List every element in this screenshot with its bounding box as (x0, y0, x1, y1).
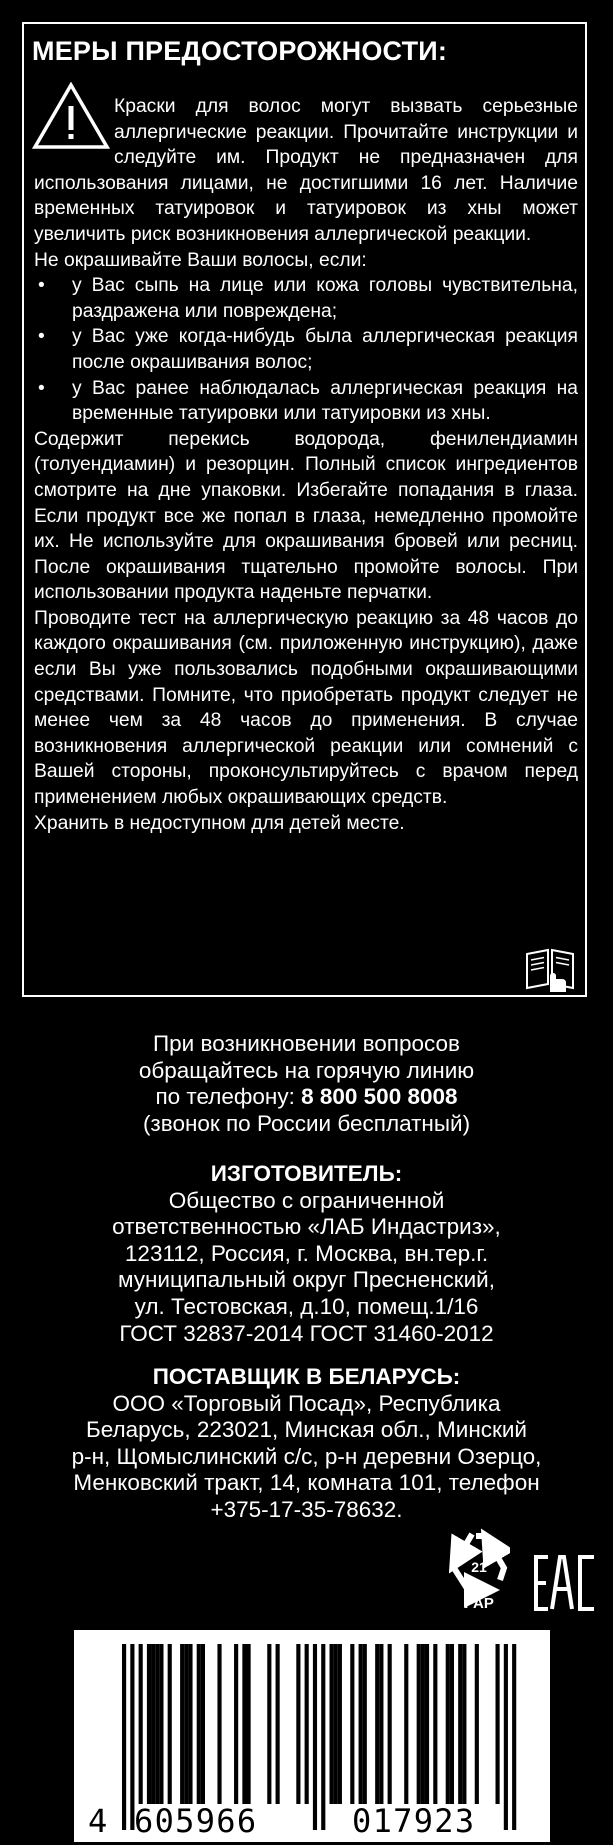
barcode-bar (425, 1644, 429, 1804)
barcode-digit-group: 017923 (352, 1802, 476, 1840)
barcode-bar (267, 1644, 271, 1804)
recycle-icon (448, 1528, 510, 1610)
barcode-bar (184, 1644, 188, 1804)
barcode-bar (234, 1644, 238, 1804)
warning-box (22, 22, 587, 997)
barcode-bar (363, 1644, 367, 1804)
barcode-bar (462, 1644, 466, 1804)
barcode (74, 1630, 550, 1842)
recycle-label: PAP (464, 1595, 494, 1610)
hotline-line: обращайтесь на горячую линию (138, 1057, 475, 1083)
barcode-bar (404, 1644, 408, 1804)
barcode-bar (334, 1644, 338, 1804)
barcode-bar (433, 1644, 437, 1804)
barcode-bar (188, 1644, 192, 1804)
barcode-bar (305, 1644, 309, 1804)
barcode-bar (450, 1644, 454, 1804)
read-instructions-book-icon (524, 946, 576, 994)
barcode-bar (155, 1644, 159, 1804)
barcode-digit-group: 605966 (134, 1802, 258, 1840)
barcode-bar (388, 1644, 392, 1804)
barcode-bar (417, 1644, 421, 1804)
barcode-digits (74, 1802, 550, 1840)
warning-title: МЕРЫ ПРЕДОСТОРОЖНОСТИ: (32, 36, 448, 66)
barcode-bar (379, 1644, 383, 1804)
manufacturer-line: муниципальный округ Пресненский, (117, 1267, 495, 1293)
storage-text: Хранить в недоступном для детей месте. (34, 812, 405, 834)
barcode-bar (296, 1644, 300, 1804)
barcode-bar (496, 1644, 500, 1804)
barcode-bar (276, 1644, 280, 1804)
hotline-phone-line (0, 1084, 613, 1111)
supplier-line: Менковский тракт, 14, комната 101, телефон (73, 1470, 540, 1496)
barcode-bar (242, 1644, 246, 1804)
barcode-bar (375, 1644, 379, 1804)
barcode-bar (197, 1644, 201, 1804)
list-item-text: у Вас ранее наблюдалась аллергическая реакция на временные татуировки или татуировки из хны. (72, 377, 578, 425)
barcode-bar (338, 1644, 342, 1804)
barcode-bar (180, 1644, 184, 1804)
barcode-bar (151, 1644, 155, 1804)
barcode-bar (350, 1644, 354, 1804)
supplier-line: +375-17-35-78632. (210, 1496, 403, 1522)
recycle-code: 21 (471, 1559, 487, 1575)
barcode-bar (139, 1644, 143, 1804)
bullet-dot: • (38, 275, 45, 297)
barcode-bar (421, 1644, 425, 1804)
warning-text (34, 94, 578, 836)
hotline-block (0, 1031, 613, 1137)
bullet-dot: • (38, 377, 45, 399)
manufacturer-line: 123112, Россия, г. Москва, вн.тер.г. (124, 1240, 489, 1266)
hotline-phone-prefix: по телефону: (155, 1084, 302, 1110)
barcode-bar (330, 1644, 334, 1804)
hotline-phone-number: 8 800 500 8008 (301, 1084, 458, 1110)
barcode-bar (458, 1644, 462, 1804)
manufacturer-line: ул. Тестовская, д.10, помещ.1/16 (134, 1293, 479, 1319)
list-item-text: у Вас сыпь на лице или кожа головы чувствительна, раздражена или повреждена; (72, 275, 578, 322)
bullet-dot: • (38, 326, 45, 348)
supplier-line: р-н, Щомыслинский с/с, р-н деревни Озерцо, (71, 1443, 542, 1469)
supplier-line: Беларусь, 223021, Минская обл., Минский (85, 1417, 527, 1443)
barcode-digit-group: 4 (88, 1802, 109, 1840)
barcode-bar (159, 1644, 163, 1804)
list-item (34, 324, 578, 375)
barcode-bar (247, 1644, 251, 1804)
manufacturer-block (0, 1161, 613, 1347)
manufacturer-line: ответственностью «ЛАБ Индастриз», (112, 1214, 501, 1240)
barcode-bar (147, 1644, 151, 1804)
eac-mark-icon (534, 1555, 596, 1611)
supplier-line: ООО «Торговый Посад», Республика (112, 1390, 501, 1416)
barcode-bar (359, 1644, 363, 1804)
barcode-bar (217, 1644, 221, 1804)
allergy-test-text: Проводите тест на аллергическую реакцию за 48 часов до каждого окрашивания (см. приложенную инструкцию), даже если Вы уже пользовались подобными окрашивающими средствами. Помните, что приобретать продукт следует не менее чем за 48 часов до применения. В случае возникновения аллергической реакции или сомнений с Вашей стороны, проконсультируйтесь с врачом перед применением любых окрашивающих средств. (34, 607, 578, 809)
manufacturer-heading: ИЗГОТОВИТЕЛЬ: (210, 1161, 403, 1186)
condition-heading: Не окрашивайте Ваши волосы, если: (34, 249, 367, 271)
warning-intro: Краски для волос могут вызвать серьезные аллергические реакции. Прочитайте инструкции и следуйте им. Продукт не предназначен для использования лицами, не достигшими 16 лет. Наличие временных татуировок и татуировок из хны может увеличить риск возникновения аллергической реакции. (34, 96, 578, 245)
list-item-text: у Вас уже когда-нибудь была аллергическая реакция после окрашивания волос; (72, 326, 578, 373)
manufacturer-standards: ГОСТ 32837-2014 ГОСТ 31460-2012 (119, 1320, 494, 1346)
supplier-block (0, 1364, 613, 1524)
ingredients-text: Содержит перекись водорода, фенилендиамин (толуендиамин) и резорцин. Полный список ингредиентов смотрите на дне упаковки. Избегайте попадания в глаза. Если продукт все же попал в глаза, немедленно промойте их. Не используйте для окрашивания бровей или ресниц. После окрашивания тщательно промойте волосы. При использовании продукта наденьте перчатки. (34, 428, 578, 604)
list-item (34, 273, 578, 324)
barcode-bar (446, 1644, 450, 1804)
hotline-line: При возникновении вопросов (153, 1031, 460, 1056)
barcode-bar (201, 1644, 205, 1804)
barcode-bar (475, 1644, 479, 1804)
manufacturer-line: Общество с ограниченной (168, 1187, 445, 1213)
supplier-heading: ПОСТАВЩИК В БЕЛАРУСЬ: (152, 1364, 461, 1389)
list-item (34, 376, 578, 427)
barcode-bar (168, 1644, 172, 1804)
hotline-line: (звонок по России бесплатный) (142, 1110, 471, 1136)
